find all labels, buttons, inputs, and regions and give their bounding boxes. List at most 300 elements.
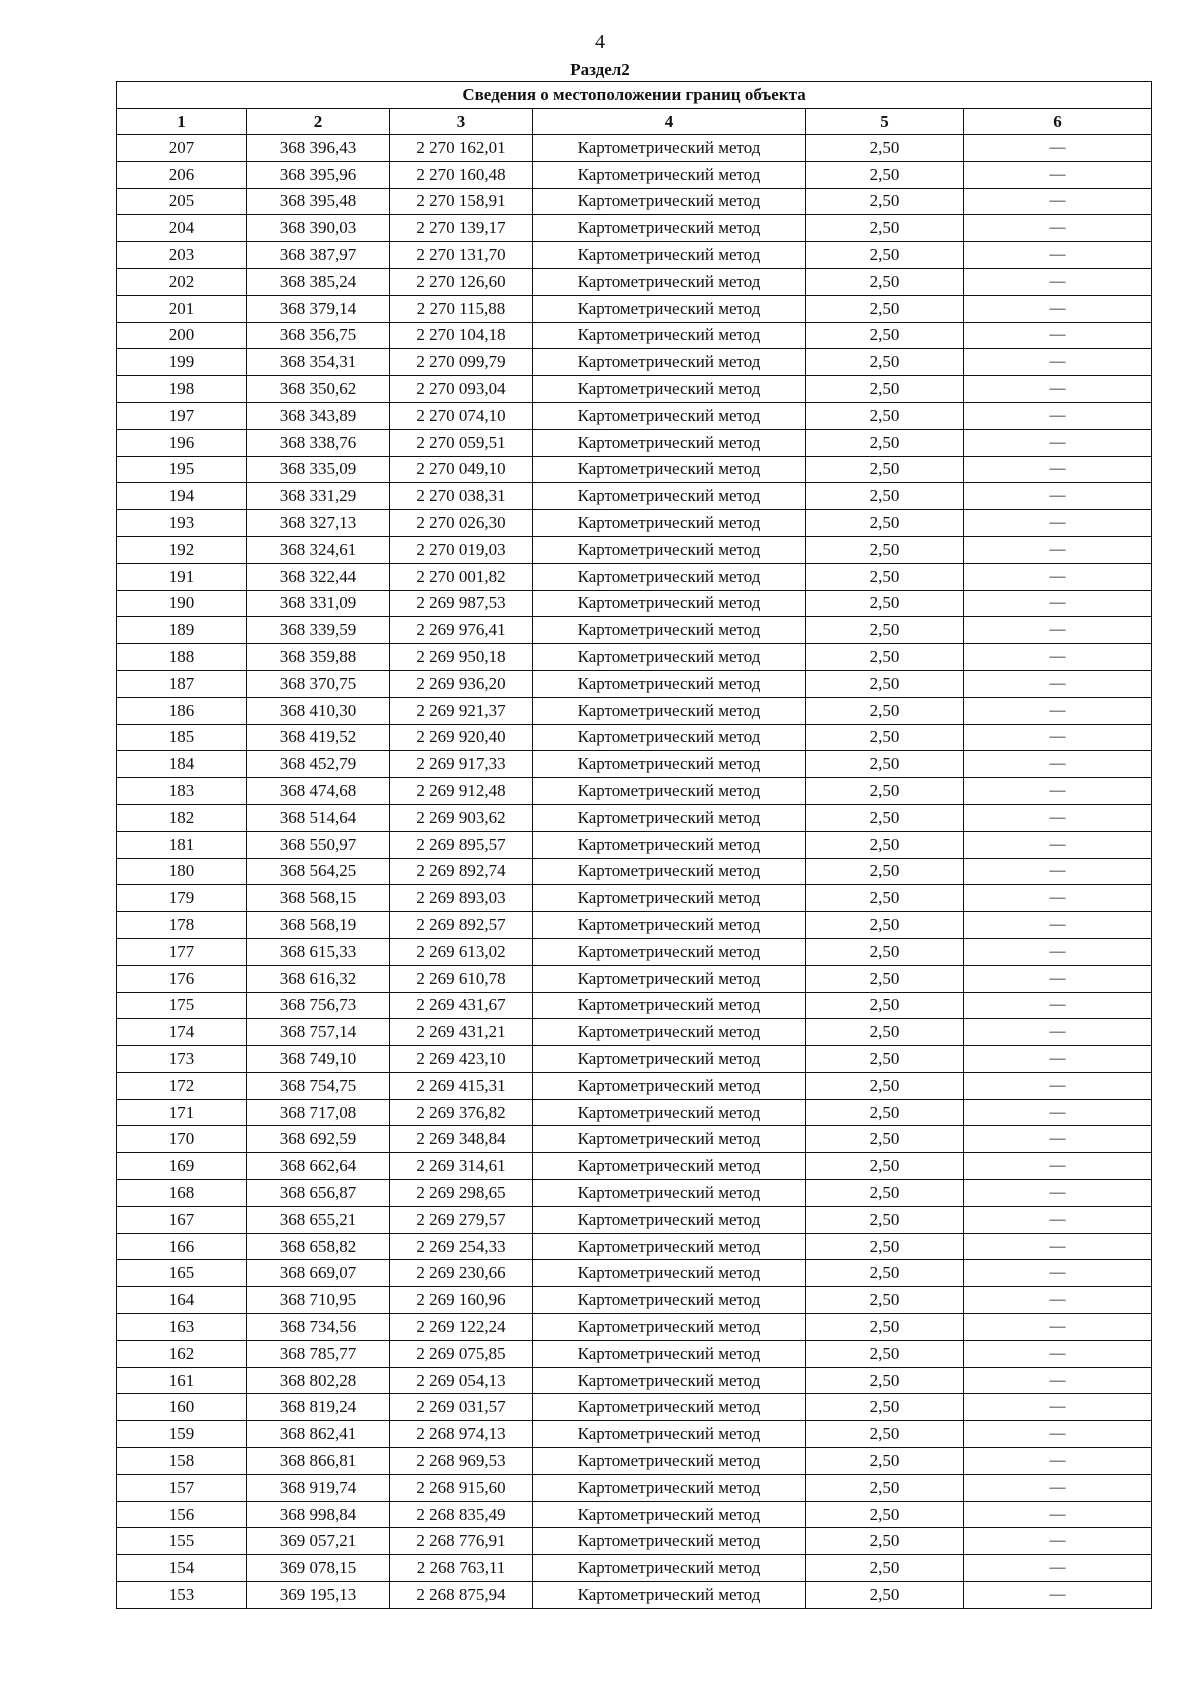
- method-cell: Картометрический метод: [533, 268, 806, 295]
- accuracy-cell: 2,50: [806, 429, 964, 456]
- y-coordinate-cell: 2 268 875,94: [390, 1582, 533, 1609]
- table-row: [117, 831, 1152, 858]
- description-cell: —: [964, 1501, 1152, 1528]
- method-cell: Картометрический метод: [533, 858, 806, 885]
- point-number-cell: 205: [117, 188, 247, 215]
- x-coordinate-cell: 368 395,96: [247, 161, 390, 188]
- point-number-cell: 159: [117, 1421, 247, 1448]
- y-coordinate-cell: 2 269 976,41: [390, 617, 533, 644]
- table-row: [117, 804, 1152, 831]
- method-cell: Картометрический метод: [533, 1448, 806, 1475]
- method-cell: Картометрический метод: [533, 1367, 806, 1394]
- method-cell: Картометрический метод: [533, 1046, 806, 1073]
- method-cell: Картометрический метод: [533, 670, 806, 697]
- method-cell: Картометрический метод: [533, 1099, 806, 1126]
- x-coordinate-cell: 368 615,33: [247, 938, 390, 965]
- accuracy-cell: 2,50: [806, 188, 964, 215]
- method-cell: Картометрический метод: [533, 536, 806, 563]
- point-number-cell: 160: [117, 1394, 247, 1421]
- table-row: [117, 1367, 1152, 1394]
- accuracy-cell: 2,50: [806, 804, 964, 831]
- x-coordinate-cell: 368 359,88: [247, 644, 390, 671]
- description-cell: —: [964, 161, 1152, 188]
- point-number-cell: 153: [117, 1582, 247, 1609]
- x-coordinate-cell: 368 656,87: [247, 1180, 390, 1207]
- accuracy-cell: 2,50: [806, 161, 964, 188]
- accuracy-cell: 2,50: [806, 322, 964, 349]
- description-cell: —: [964, 1474, 1152, 1501]
- column-header-6: 6: [964, 109, 1152, 135]
- table-header-row: [117, 109, 1152, 135]
- description-cell: —: [964, 1528, 1152, 1555]
- description-cell: —: [964, 1394, 1152, 1421]
- description-cell: —: [964, 322, 1152, 349]
- method-cell: Картометрический метод: [533, 295, 806, 322]
- accuracy-cell: 2,50: [806, 1019, 964, 1046]
- accuracy-cell: 2,50: [806, 268, 964, 295]
- description-cell: —: [964, 1314, 1152, 1341]
- accuracy-cell: 2,50: [806, 590, 964, 617]
- y-coordinate-cell: 2 270 049,10: [390, 456, 533, 483]
- y-coordinate-cell: 2 269 279,57: [390, 1206, 533, 1233]
- table-row: [117, 617, 1152, 644]
- description-cell: —: [964, 1233, 1152, 1260]
- x-coordinate-cell: 368 419,52: [247, 724, 390, 751]
- accuracy-cell: 2,50: [806, 295, 964, 322]
- table-caption-row: [117, 82, 1152, 109]
- point-number-cell: 167: [117, 1206, 247, 1233]
- accuracy-cell: 2,50: [806, 510, 964, 537]
- point-number-cell: 188: [117, 644, 247, 671]
- table-row: [117, 135, 1152, 162]
- description-cell: —: [964, 1421, 1152, 1448]
- table-row: [117, 376, 1152, 403]
- method-cell: Картометрический метод: [533, 1340, 806, 1367]
- method-cell: Картометрический метод: [533, 322, 806, 349]
- y-coordinate-cell: 2 269 912,48: [390, 778, 533, 805]
- x-coordinate-cell: 368 356,75: [247, 322, 390, 349]
- y-coordinate-cell: 2 269 892,74: [390, 858, 533, 885]
- y-coordinate-cell: 2 269 160,96: [390, 1287, 533, 1314]
- accuracy-cell: 2,50: [806, 992, 964, 1019]
- accuracy-cell: 2,50: [806, 617, 964, 644]
- point-number-cell: 199: [117, 349, 247, 376]
- accuracy-cell: 2,50: [806, 1099, 964, 1126]
- column-header-2: 2: [247, 109, 390, 135]
- x-coordinate-cell: 368 802,28: [247, 1367, 390, 1394]
- accuracy-cell: 2,50: [806, 751, 964, 778]
- y-coordinate-cell: 2 269 376,82: [390, 1099, 533, 1126]
- table-row: [117, 215, 1152, 242]
- x-coordinate-cell: 368 998,84: [247, 1501, 390, 1528]
- method-cell: Картометрический метод: [533, 1474, 806, 1501]
- accuracy-cell: 2,50: [806, 483, 964, 510]
- accuracy-cell: 2,50: [806, 1394, 964, 1421]
- accuracy-cell: 2,50: [806, 670, 964, 697]
- point-number-cell: 165: [117, 1260, 247, 1287]
- y-coordinate-cell: 2 269 431,67: [390, 992, 533, 1019]
- method-cell: Картометрический метод: [533, 1421, 806, 1448]
- description-cell: —: [964, 135, 1152, 162]
- method-cell: Картометрический метод: [533, 510, 806, 537]
- table-row: [117, 456, 1152, 483]
- method-cell: Картометрический метод: [533, 1394, 806, 1421]
- table-caption: Сведения о местоположении границ объекта: [117, 82, 1152, 109]
- table-row: [117, 295, 1152, 322]
- description-cell: —: [964, 1153, 1152, 1180]
- point-number-cell: 206: [117, 161, 247, 188]
- table-row: [117, 1528, 1152, 1555]
- method-cell: Картометрический метод: [533, 1260, 806, 1287]
- x-coordinate-cell: 368 331,29: [247, 483, 390, 510]
- y-coordinate-cell: 2 269 920,40: [390, 724, 533, 751]
- method-cell: Картометрический метод: [533, 429, 806, 456]
- boundary-coordinates-table: [116, 81, 1152, 1609]
- table-row: [117, 1421, 1152, 1448]
- method-cell: Картометрический метод: [533, 724, 806, 751]
- y-coordinate-cell: 2 269 122,24: [390, 1314, 533, 1341]
- accuracy-cell: 2,50: [806, 1474, 964, 1501]
- table-row: [117, 992, 1152, 1019]
- description-cell: —: [964, 724, 1152, 751]
- description-cell: —: [964, 1099, 1152, 1126]
- point-number-cell: 166: [117, 1233, 247, 1260]
- description-cell: —: [964, 242, 1152, 269]
- description-cell: —: [964, 1582, 1152, 1609]
- description-cell: —: [964, 1367, 1152, 1394]
- description-cell: —: [964, 1126, 1152, 1153]
- point-number-cell: 201: [117, 295, 247, 322]
- point-number-cell: 173: [117, 1046, 247, 1073]
- accuracy-cell: 2,50: [806, 965, 964, 992]
- accuracy-cell: 2,50: [806, 1180, 964, 1207]
- description-cell: —: [964, 751, 1152, 778]
- y-coordinate-cell: 2 268 835,49: [390, 1501, 533, 1528]
- y-coordinate-cell: 2 269 348,84: [390, 1126, 533, 1153]
- description-cell: —: [964, 376, 1152, 403]
- accuracy-cell: 2,50: [806, 1072, 964, 1099]
- y-coordinate-cell: 2 270 059,51: [390, 429, 533, 456]
- point-number-cell: 190: [117, 590, 247, 617]
- accuracy-cell: 2,50: [806, 697, 964, 724]
- method-cell: Картометрический метод: [533, 697, 806, 724]
- method-cell: Картометрический метод: [533, 1555, 806, 1582]
- y-coordinate-cell: 2 270 026,30: [390, 510, 533, 537]
- x-coordinate-cell: 368 717,08: [247, 1099, 390, 1126]
- x-coordinate-cell: 368 550,97: [247, 831, 390, 858]
- point-number-cell: 155: [117, 1528, 247, 1555]
- table-row: [117, 188, 1152, 215]
- table-row: [117, 1474, 1152, 1501]
- accuracy-cell: 2,50: [806, 1046, 964, 1073]
- accuracy-cell: 2,50: [806, 1126, 964, 1153]
- y-coordinate-cell: 2 270 038,31: [390, 483, 533, 510]
- y-coordinate-cell: 2 269 031,57: [390, 1394, 533, 1421]
- point-number-cell: 171: [117, 1099, 247, 1126]
- description-cell: —: [964, 456, 1152, 483]
- method-cell: Картометрический метод: [533, 590, 806, 617]
- x-coordinate-cell: 368 331,09: [247, 590, 390, 617]
- y-coordinate-cell: 2 269 903,62: [390, 804, 533, 831]
- x-coordinate-cell: 368 396,43: [247, 135, 390, 162]
- table-row: [117, 697, 1152, 724]
- method-cell: Картометрический метод: [533, 563, 806, 590]
- table-row: [117, 912, 1152, 939]
- x-coordinate-cell: 368 343,89: [247, 402, 390, 429]
- description-cell: —: [964, 965, 1152, 992]
- table-row: [117, 429, 1152, 456]
- x-coordinate-cell: 368 919,74: [247, 1474, 390, 1501]
- method-cell: Картометрический метод: [533, 483, 806, 510]
- table-row: [117, 1233, 1152, 1260]
- y-coordinate-cell: 2 269 298,65: [390, 1180, 533, 1207]
- point-number-cell: 179: [117, 885, 247, 912]
- accuracy-cell: 2,50: [806, 1314, 964, 1341]
- table-row: [117, 1260, 1152, 1287]
- y-coordinate-cell: 2 269 075,85: [390, 1340, 533, 1367]
- point-number-cell: 200: [117, 322, 247, 349]
- page-number: 4: [595, 31, 605, 53]
- y-coordinate-cell: 2 270 099,79: [390, 349, 533, 376]
- x-coordinate-cell: 368 395,48: [247, 188, 390, 215]
- method-cell: Картометрический метод: [533, 1019, 806, 1046]
- y-coordinate-cell: 2 268 974,13: [390, 1421, 533, 1448]
- accuracy-cell: 2,50: [806, 402, 964, 429]
- method-cell: Картометрический метод: [533, 135, 806, 162]
- y-coordinate-cell: 2 269 893,03: [390, 885, 533, 912]
- y-coordinate-cell: 2 269 431,21: [390, 1019, 533, 1046]
- point-number-cell: 197: [117, 402, 247, 429]
- accuracy-cell: 2,50: [806, 724, 964, 751]
- table-row: [117, 402, 1152, 429]
- y-coordinate-cell: 2 270 160,48: [390, 161, 533, 188]
- y-coordinate-cell: 2 269 895,57: [390, 831, 533, 858]
- x-coordinate-cell: 368 338,76: [247, 429, 390, 456]
- description-cell: —: [964, 1019, 1152, 1046]
- point-number-cell: 176: [117, 965, 247, 992]
- description-cell: —: [964, 1340, 1152, 1367]
- x-coordinate-cell: 369 078,15: [247, 1555, 390, 1582]
- y-coordinate-cell: 2 270 131,70: [390, 242, 533, 269]
- point-number-cell: 164: [117, 1287, 247, 1314]
- x-coordinate-cell: 368 327,13: [247, 510, 390, 537]
- description-cell: —: [964, 402, 1152, 429]
- accuracy-cell: 2,50: [806, 135, 964, 162]
- table-row: [117, 349, 1152, 376]
- method-cell: Картометрический метод: [533, 804, 806, 831]
- table-row: [117, 778, 1152, 805]
- y-coordinate-cell: 2 269 054,13: [390, 1367, 533, 1394]
- x-coordinate-cell: 369 057,21: [247, 1528, 390, 1555]
- method-cell: Картометрический метод: [533, 1126, 806, 1153]
- x-coordinate-cell: 368 324,61: [247, 536, 390, 563]
- table-row: [117, 1099, 1152, 1126]
- description-cell: —: [964, 778, 1152, 805]
- table-row: [117, 965, 1152, 992]
- point-number-cell: 181: [117, 831, 247, 858]
- y-coordinate-cell: 2 269 950,18: [390, 644, 533, 671]
- x-coordinate-cell: 368 379,14: [247, 295, 390, 322]
- point-number-cell: 204: [117, 215, 247, 242]
- y-coordinate-cell: 2 269 917,33: [390, 751, 533, 778]
- table-row: [117, 1394, 1152, 1421]
- table-row: [117, 1153, 1152, 1180]
- method-cell: Картометрический метод: [533, 751, 806, 778]
- point-number-cell: 177: [117, 938, 247, 965]
- method-cell: Картометрический метод: [533, 161, 806, 188]
- point-number-cell: 196: [117, 429, 247, 456]
- description-cell: —: [964, 697, 1152, 724]
- point-number-cell: 169: [117, 1153, 247, 1180]
- method-cell: Картометрический метод: [533, 215, 806, 242]
- method-cell: Картометрический метод: [533, 349, 806, 376]
- description-cell: —: [964, 1046, 1152, 1073]
- method-cell: Картометрический метод: [533, 456, 806, 483]
- x-coordinate-cell: 368 692,59: [247, 1126, 390, 1153]
- description-cell: —: [964, 1180, 1152, 1207]
- y-coordinate-cell: 2 268 763,11: [390, 1555, 533, 1582]
- method-cell: Картометрический метод: [533, 376, 806, 403]
- method-cell: Картометрический метод: [533, 912, 806, 939]
- x-coordinate-cell: 368 754,75: [247, 1072, 390, 1099]
- method-cell: Картометрический метод: [533, 1153, 806, 1180]
- table-row: [117, 1314, 1152, 1341]
- table-row: [117, 1180, 1152, 1207]
- method-cell: Картометрический метод: [533, 1528, 806, 1555]
- table-row: [117, 858, 1152, 885]
- method-cell: Картометрический метод: [533, 1206, 806, 1233]
- y-coordinate-cell: 2 270 001,82: [390, 563, 533, 590]
- point-number-cell: 154: [117, 1555, 247, 1582]
- y-coordinate-cell: 2 268 969,53: [390, 1448, 533, 1475]
- x-coordinate-cell: 368 335,09: [247, 456, 390, 483]
- column-header-5: 5: [806, 109, 964, 135]
- accuracy-cell: 2,50: [806, 1340, 964, 1367]
- method-cell: Картометрический метод: [533, 617, 806, 644]
- description-cell: —: [964, 617, 1152, 644]
- accuracy-cell: 2,50: [806, 912, 964, 939]
- point-number-cell: 198: [117, 376, 247, 403]
- accuracy-cell: 2,50: [806, 563, 964, 590]
- table-row: [117, 1126, 1152, 1153]
- x-coordinate-cell: 368 655,21: [247, 1206, 390, 1233]
- description-cell: —: [964, 858, 1152, 885]
- table-row: [117, 590, 1152, 617]
- point-number-cell: 189: [117, 617, 247, 644]
- accuracy-cell: 2,50: [806, 1528, 964, 1555]
- y-coordinate-cell: 2 268 776,91: [390, 1528, 533, 1555]
- y-coordinate-cell: 2 270 115,88: [390, 295, 533, 322]
- description-cell: —: [964, 938, 1152, 965]
- method-cell: Картометрический метод: [533, 644, 806, 671]
- point-number-cell: 186: [117, 697, 247, 724]
- accuracy-cell: 2,50: [806, 1501, 964, 1528]
- method-cell: Картометрический метод: [533, 1233, 806, 1260]
- table-row: [117, 644, 1152, 671]
- table-row: [117, 483, 1152, 510]
- point-number-cell: 207: [117, 135, 247, 162]
- method-cell: Картометрический метод: [533, 831, 806, 858]
- y-coordinate-cell: 2 270 104,18: [390, 322, 533, 349]
- point-number-cell: 175: [117, 992, 247, 1019]
- description-cell: —: [964, 215, 1152, 242]
- method-cell: Картометрический метод: [533, 992, 806, 1019]
- point-number-cell: 191: [117, 563, 247, 590]
- x-coordinate-cell: 368 322,44: [247, 563, 390, 590]
- description-cell: —: [964, 1260, 1152, 1287]
- y-coordinate-cell: 2 269 613,02: [390, 938, 533, 965]
- method-cell: Картометрический метод: [533, 242, 806, 269]
- y-coordinate-cell: 2 269 921,37: [390, 697, 533, 724]
- x-coordinate-cell: 368 710,95: [247, 1287, 390, 1314]
- y-coordinate-cell: 2 269 314,61: [390, 1153, 533, 1180]
- method-cell: Картометрический метод: [533, 885, 806, 912]
- description-cell: —: [964, 644, 1152, 671]
- y-coordinate-cell: 2 269 254,33: [390, 1233, 533, 1260]
- point-number-cell: 178: [117, 912, 247, 939]
- y-coordinate-cell: 2 269 987,53: [390, 590, 533, 617]
- x-coordinate-cell: 368 339,59: [247, 617, 390, 644]
- accuracy-cell: 2,50: [806, 1448, 964, 1475]
- description-cell: —: [964, 349, 1152, 376]
- method-cell: Картометрический метод: [533, 1072, 806, 1099]
- description-cell: —: [964, 1555, 1152, 1582]
- table-row: [117, 1206, 1152, 1233]
- method-cell: Картометрический метод: [533, 1287, 806, 1314]
- method-cell: Картометрический метод: [533, 778, 806, 805]
- y-coordinate-cell: 2 270 093,04: [390, 376, 533, 403]
- point-number-cell: 194: [117, 483, 247, 510]
- accuracy-cell: 2,50: [806, 215, 964, 242]
- accuracy-cell: 2,50: [806, 885, 964, 912]
- description-cell: —: [964, 295, 1152, 322]
- point-number-cell: 203: [117, 242, 247, 269]
- method-cell: Картометрический метод: [533, 188, 806, 215]
- method-cell: Картометрический метод: [533, 1180, 806, 1207]
- y-coordinate-cell: 2 270 158,91: [390, 188, 533, 215]
- point-number-cell: 161: [117, 1367, 247, 1394]
- description-cell: —: [964, 670, 1152, 697]
- column-header-4: 4: [533, 109, 806, 135]
- accuracy-cell: 2,50: [806, 1206, 964, 1233]
- x-coordinate-cell: 368 410,30: [247, 697, 390, 724]
- method-cell: Картометрический метод: [533, 1582, 806, 1609]
- accuracy-cell: 2,50: [806, 536, 964, 563]
- accuracy-cell: 2,50: [806, 831, 964, 858]
- y-coordinate-cell: 2 269 892,57: [390, 912, 533, 939]
- x-coordinate-cell: 368 474,68: [247, 778, 390, 805]
- x-coordinate-cell: 368 785,77: [247, 1340, 390, 1367]
- section-title: Раздел2: [570, 60, 630, 79]
- x-coordinate-cell: 368 757,14: [247, 1019, 390, 1046]
- accuracy-cell: 2,50: [806, 1421, 964, 1448]
- accuracy-cell: 2,50: [806, 1582, 964, 1609]
- point-number-cell: 158: [117, 1448, 247, 1475]
- table-row: [117, 1046, 1152, 1073]
- x-coordinate-cell: 368 862,41: [247, 1421, 390, 1448]
- column-header-1: 1: [117, 109, 247, 135]
- table-row: [117, 885, 1152, 912]
- method-cell: Картометрический метод: [533, 402, 806, 429]
- y-coordinate-cell: 2 270 139,17: [390, 215, 533, 242]
- table-row: [117, 1582, 1152, 1609]
- point-number-cell: 180: [117, 858, 247, 885]
- x-coordinate-cell: 368 819,24: [247, 1394, 390, 1421]
- x-coordinate-cell: 368 749,10: [247, 1046, 390, 1073]
- description-cell: —: [964, 590, 1152, 617]
- x-coordinate-cell: 368 616,32: [247, 965, 390, 992]
- table-row: [117, 724, 1152, 751]
